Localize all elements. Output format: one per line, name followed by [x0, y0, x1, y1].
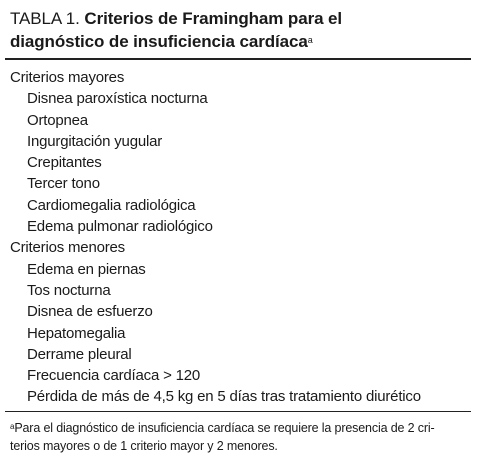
footnote-line2: terios mayores o de 1 criterio mayor y 2 menores.: [10, 438, 278, 453]
table-title: [10, 7, 465, 53]
footnote-marker: a: [10, 422, 15, 431]
list-item: Edema pulmonar radiológico: [27, 218, 213, 236]
list-item: Edema en piernas: [27, 260, 146, 278]
section-heading-minor: Criterios menores: [10, 239, 125, 257]
list-item: Derrame pleural: [27, 345, 132, 363]
list-item: Frecuencia cardíaca > 120: [27, 367, 201, 385]
section-heading-major: Criterios mayores: [10, 69, 125, 86]
list-item: Disnea paroxística nocturna: [27, 90, 208, 108]
footnote-line1: Para el diagnóstico de insuficiencia cardíaca se requiere la presencia de 2 cri-: [14, 421, 435, 435]
list-item: Tercer tono: [27, 175, 100, 193]
list-item: Cardiomegalia radiológica: [27, 196, 196, 214]
criteria-list: [10, 67, 470, 408]
bottom-rule: [5, 411, 471, 412]
list-item: Hepatomegalia: [27, 324, 126, 342]
table-footnote: [10, 420, 470, 455]
title-footnote-marker: a: [307, 35, 313, 45]
list-item: Ingurgitación yugular: [27, 132, 163, 150]
table-title-line2: diagnóstico de insuficiencia cardíaca: [10, 32, 308, 51]
list-item: Crepitantes: [27, 154, 102, 172]
table-number-label: TABLA 1.: [10, 9, 80, 28]
top-rule: [5, 58, 471, 60]
list-item: Tos nocturna: [27, 281, 111, 299]
table-title-line1: Criterios de Framingham para el: [84, 9, 343, 28]
list-item: Pérdida de más de 4,5 kg en 5 días tras tratamiento diurético: [27, 388, 421, 406]
list-item: Disnea de esfuerzo: [27, 303, 153, 321]
list-item: Ortopnea: [27, 111, 88, 129]
